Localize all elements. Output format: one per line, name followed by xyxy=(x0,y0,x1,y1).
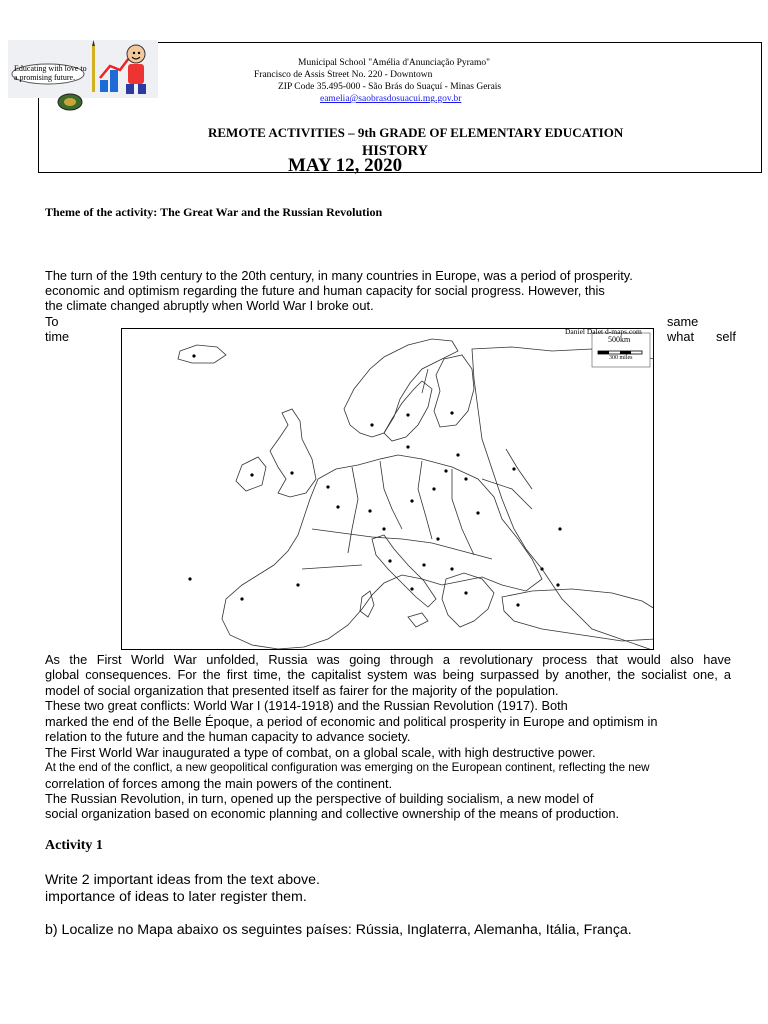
intro-word: time xyxy=(45,329,70,344)
body-line: relation to the future and the human capacity to advance society. xyxy=(45,729,411,744)
intro-line: economic and optimism regarding the future and human capacity for social progress. However, this xyxy=(45,283,605,298)
intro-word: self xyxy=(716,329,736,344)
subject-title: HISTORY xyxy=(362,143,429,159)
body-line: These two great conflicts: World War I (1914-1918) and the Russian Revolution (1917). Both xyxy=(45,698,568,713)
intro-line: The turn of the 19th century to the 20th century, in many countries in Europe, was a period of prosperity. xyxy=(45,268,633,283)
school-zip: ZIP Code 35.495-000 - São Brás do Suaçuí - Minas Gerais xyxy=(278,82,502,92)
body-line: social organization based on economic planning and collective ownership of the means of production. xyxy=(45,806,620,821)
intro-word: same xyxy=(667,314,699,329)
activity-instruction: importance of ideas to later register them. xyxy=(45,889,307,905)
map-scale-mi: 300 miles xyxy=(609,355,633,361)
school-logo xyxy=(8,40,158,118)
school-address: Francisco de Assis Street No. 220 - Downtown xyxy=(254,70,433,80)
body-line: model of social organization that presented itself as fairer for the majority of the population. xyxy=(45,683,559,698)
body-line: marked the end of the Belle Époque, a period of economic and political prosperity in Europe and optimism in xyxy=(45,714,658,729)
activity-date: MAY 12, 2020 xyxy=(288,155,403,176)
europe-map-drawing xyxy=(122,329,654,650)
body-line: global consequences. For the first time, the capitalist system was being surpassed by another, the socialist one, a xyxy=(45,667,731,682)
body-line: The Russian Revolution, in turn, opened up the perspective of building socialism, a new model of xyxy=(45,791,594,806)
europe-outline-map xyxy=(121,328,654,650)
body-line: At the end of the conflict, a new geopolitical configuration was emerging on the European continent, reflecting the new xyxy=(45,761,650,774)
map-scale-km: 500km xyxy=(608,335,631,344)
activity-instruction: Write 2 important ideas from the text above. xyxy=(45,872,320,888)
school-name: Municipal School "Amélia d'Anunciação Pyramo" xyxy=(298,58,491,68)
intro-word: To xyxy=(45,314,59,329)
intro-line: the climate changed abruptly when World War I broke out. xyxy=(45,298,374,313)
logo-slogan: Educating with love to a promising future. xyxy=(14,64,87,82)
body-line: correlation of forces among the main powers of the continent. xyxy=(45,776,393,791)
activity-title: Activity 1 xyxy=(45,838,103,853)
activity-theme: Theme of the activity: The Great War and the Russian Revolution xyxy=(45,205,383,219)
document-title: REMOTE ACTIVITIES – 9th GRADE OF ELEMENTARY EDUCATION xyxy=(208,125,624,140)
school-email-link[interactable]: eamelia@saobrasdosuacui.mg.gov.br xyxy=(320,94,462,104)
body-line: As the First World War unfolded, Russia was going through a revolutionary process that would also have xyxy=(45,652,731,667)
map-credit: Daniel Dalet d-maps.com xyxy=(565,328,642,336)
body-line: The First World War inaugurated a type of combat, on a global scale, with high destructive power. xyxy=(45,745,596,760)
intro-word: what xyxy=(667,329,695,344)
activity-question: b) Localize no Mapa abaixo os seguintes países: Rússia, Inglaterra, Alemanha, Itália, França. xyxy=(45,922,632,938)
